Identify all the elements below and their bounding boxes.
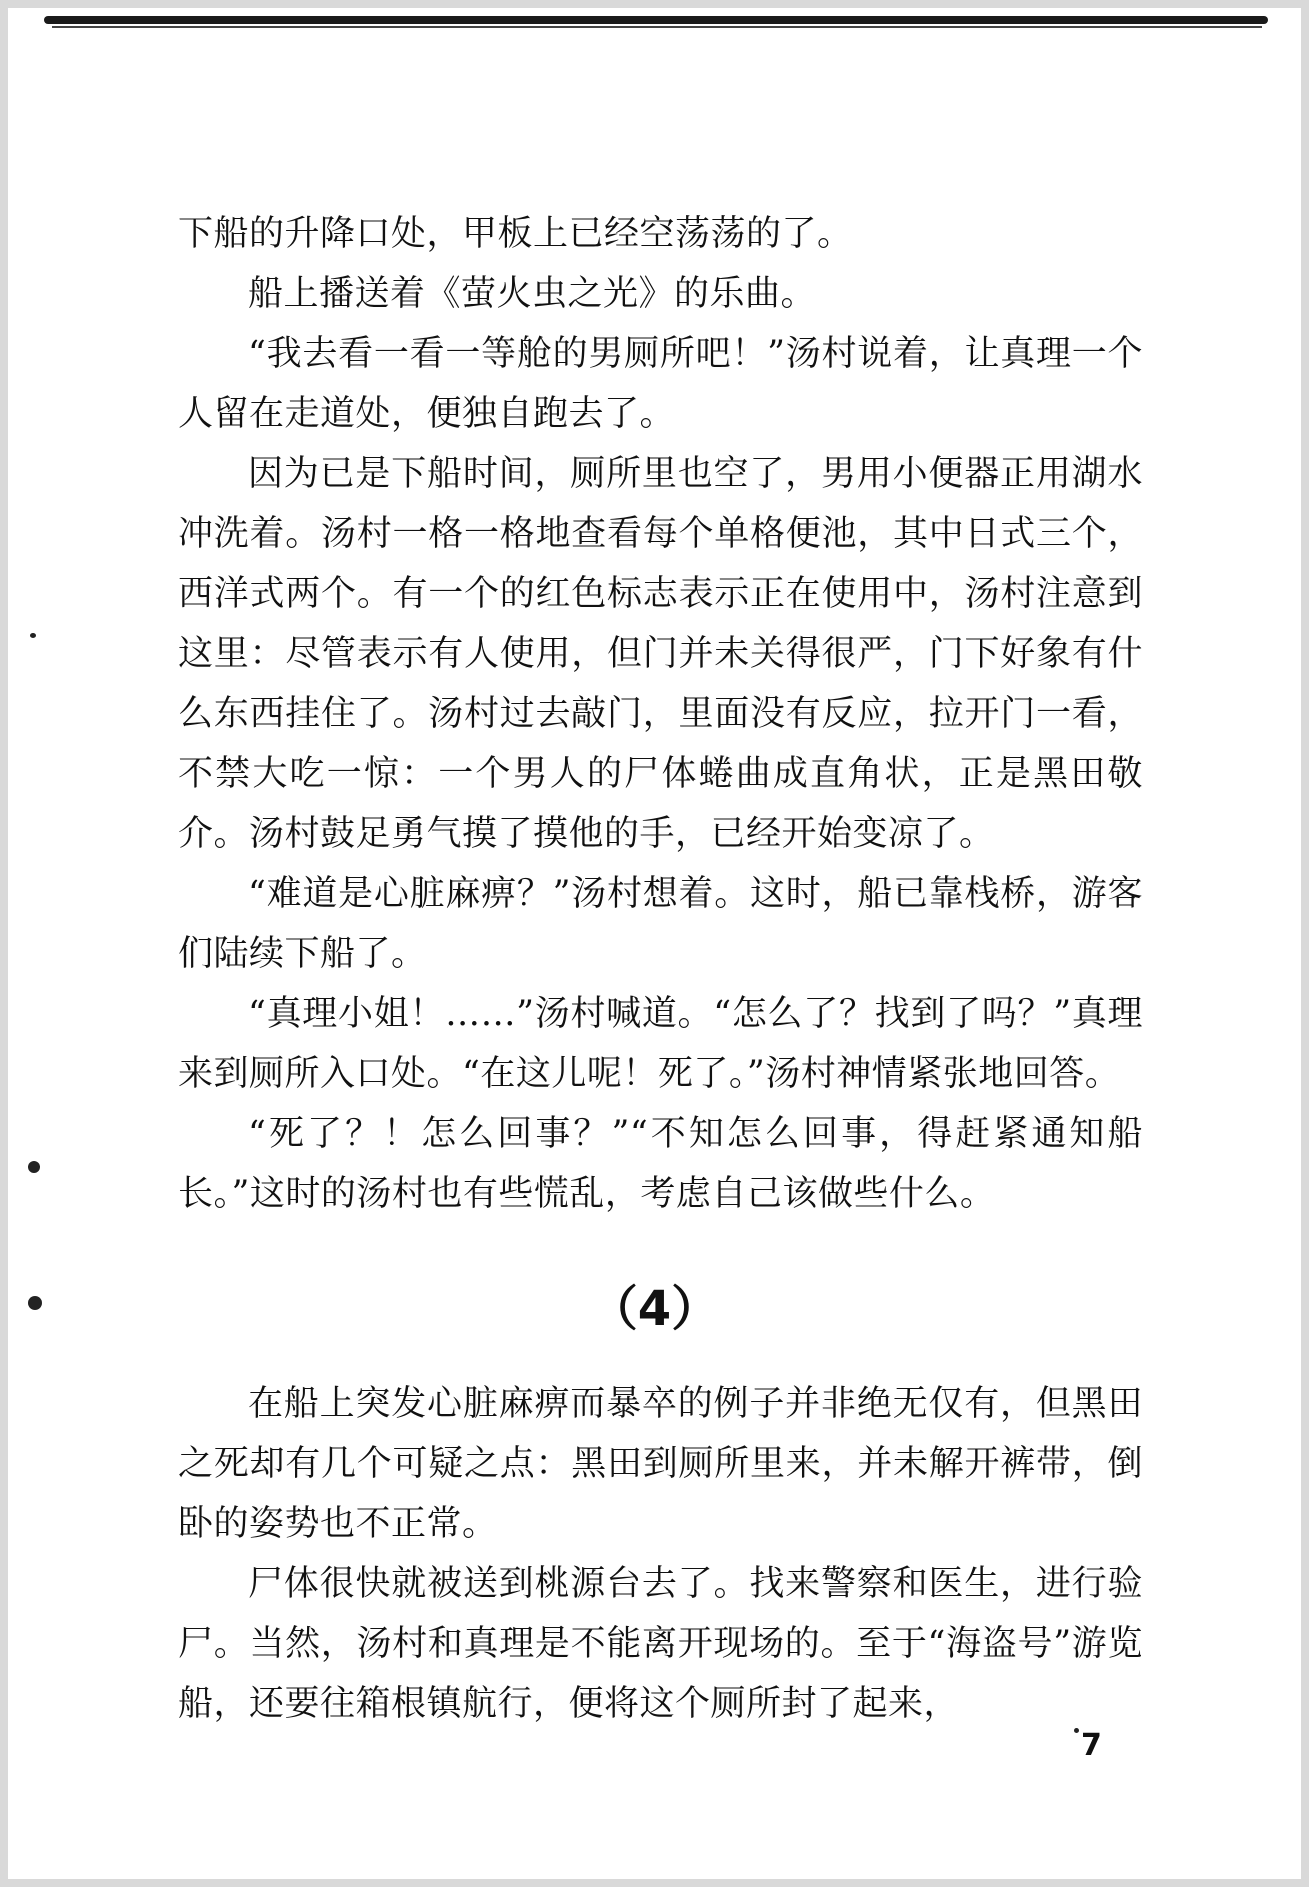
page-number: 7: [1081, 1728, 1102, 1763]
scan-speck: [28, 1296, 42, 1310]
paragraph: “死了？！怎么回事？”“不知怎么回事，得赶紧通知船长。”这时的汤村也有些慌乱，考虑自己该做些什么。: [178, 1114, 1143, 1214]
document-page: [8, 8, 1301, 1879]
body-text-top: [178, 204, 1143, 1224]
top-rule-thin: [52, 26, 1262, 28]
scan-speck: [1074, 1728, 1079, 1733]
paragraph: 船上播送着《萤火虫之光》的乐曲。: [248, 274, 817, 314]
paragraph: 因为已是下船时间，厕所里也空了，男用小便器正用湖水冲洗着。汤村一格一格地查看每个单格便池，其中日式三个，西洋式两个。有一个的红色标志表示正在使用中，汤村注意到这里：尽管表示有人使用，但门并未关得很严，门下好象有什么东西挂住了。汤村过去敲门，里面没有反应，拉开门一看，不禁大吃一惊：一个男人的尸体蜷曲成直角状，正是黑田敬介。汤村鼓足勇气摸了摸他的手，已经开始变凉了。: [178, 454, 1143, 854]
paragraph: 下船的升降口处，甲板上已经空荡荡的了。: [178, 214, 853, 254]
paragraph: “我去看一看一等舱的男厕所吧！”汤村说着，让真理一个人留在走道处，便独自跑去了。: [178, 334, 1143, 434]
scan-speck: [28, 1161, 40, 1173]
section-heading: （4）: [589, 1281, 720, 1337]
scan-speck: [30, 633, 36, 638]
top-rule: [44, 16, 1268, 24]
paragraph: 尸体很快就被送到桃源台去了。找来警察和医生，进行验尸。当然，汤村和真理是不能离开现场的。至于“海盗号”游览船，还要往箱根镇航行，便将这个厕所封了起来，: [178, 1564, 1143, 1724]
body-text-bottom: [178, 1374, 1143, 1734]
paragraph: “难道是心脏麻痹？”汤村想着。这时，船已靠栈桥，游客们陆续下船了。: [178, 874, 1143, 974]
paragraph: “真理小姐！……”汤村喊道。“怎么了？找到了吗？”真理来到厕所入口处。“在这儿呢！死了。”汤村神情紧张地回答。: [178, 994, 1143, 1094]
paragraph: 在船上突发心脏麻痹而暴卒的例子并非绝无仅有，但黑田之死却有几个可疑之点：黑田到厕所里来，并未解开裤带，倒卧的姿势也不正常。: [178, 1384, 1143, 1544]
